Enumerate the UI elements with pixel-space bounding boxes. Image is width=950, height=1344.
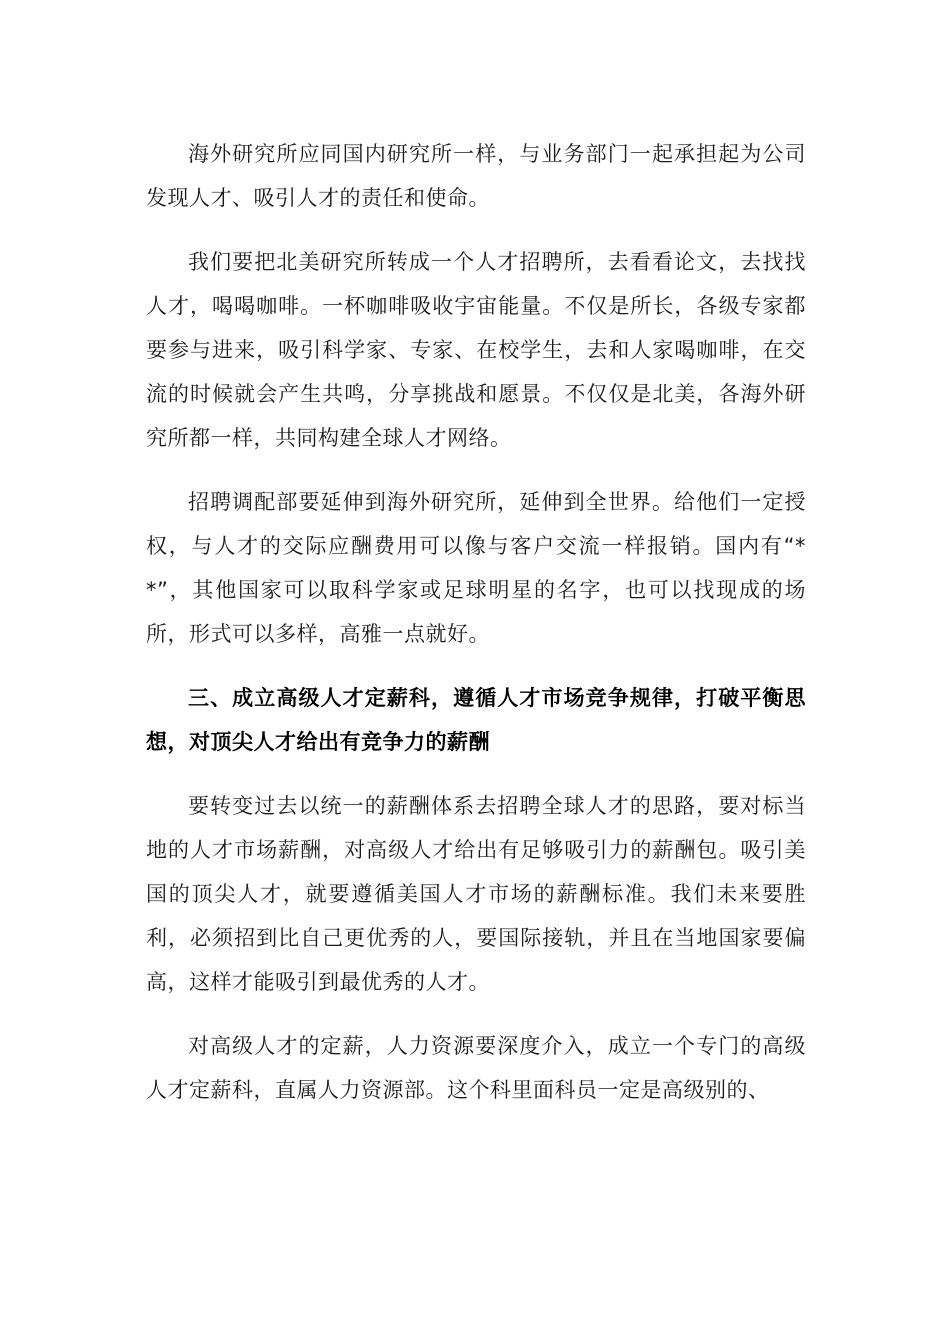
paragraph-north-america-recruiting: 我们要把北美研究所转成一个人才招聘所，去看看论文，去找找人才，喝喝咖啡。一杯咖啡吸收宇宙能量。不仅是所长，各级专家都要参与进来，吸引科学家、专家、在校学生，去和人家喝咖啡，在交流的时候就会产生共鸣，分享挑战和愿景。不仅仅是北美，各海外研究所都一样，共同构建全球人才网络。	[146, 250, 806, 450]
document-body	[146, 132, 806, 1112]
paragraph-market-salary: 要转变过去以统一的薪酬体系去招聘全球人才的思路，要对标当地的人才市场薪酬，对高级人才给出有足够吸引力的薪酬包。吸引美国的顶尖人才，就要遵循美国人才市场的薪酬标准。我们未来要胜利，必须招到比自己更优秀的人，要国际接轨，并且在当地国家要偏高，这样才能吸引到最优秀的人才。	[146, 794, 806, 994]
paragraph-overseas-institutes: 海外研究所应同国内研究所一样，与业务部门一起承担起为公司发现人才、吸引人才的责任和使命。	[146, 142, 806, 210]
paragraph-recruitment-department: 招聘调配部要延伸到海外研究所，延伸到全世界。给他们一定授权，与人才的交际应酬费用可以像与客户交流一样报销。国内有“**”，其他国家可以取科学家或足球明星的名字，也可以找现成的场所，形式可以多样，高雅一点就好。	[146, 490, 806, 646]
section-heading-three: 三、成立高级人才定薪科，遵循人才市场竞争规律，打破平衡思想，对顶尖人才给出有竞争力的薪酬	[146, 686, 806, 754]
paragraph-salary-section: 对高级人才的定薪，人力资源要深度介入，成立一个专门的高级人才定薪科，直属人力资源部。这个科里面科员一定是高级别的、	[146, 1034, 806, 1102]
